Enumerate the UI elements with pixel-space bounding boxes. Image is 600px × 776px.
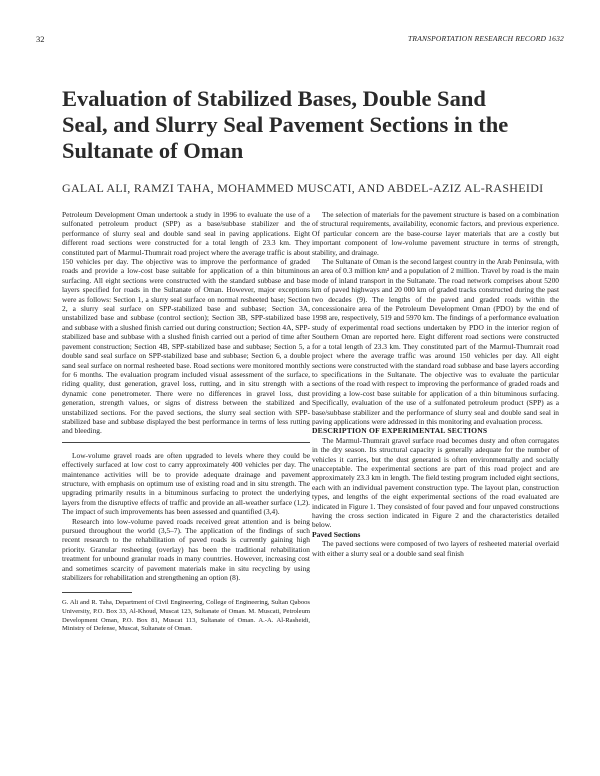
author-affiliations-footnote: G. Ali and R. Taha, Department of Civil Engineering, College of Engineering, Sultan Qaboos University, P.O. Box 33, Al-Khoud, Muscat 123, Sultanate of Oman. M. Muscati, Petroleum Development Oman, P.O. Box 81, Muscat 113, Sultanate of Oman. A.-A. Al-Rasheidi, Ministry of Defense, Muscat, Sultanate of Oman.: [62, 599, 310, 633]
right-column: [312, 210, 559, 558]
footnote-divider: [62, 592, 132, 593]
abstract-text: Petroleum Development Oman undertook a study in 1996 to evaluate the use of a sulfonated petroleum product (SPP) as a base/subbase stabilizer and the performance of slurry seal and double sand seal in paving applications. Eight different road sections were constructed for a total length of 23.3 km. They constituted part of Marmul-Thumrait road project where the average traffic is about 150 vehicles per day. The objective was to improve the performance of graded roads and provide a low-cost base suitable for application of a thin bituminous surfacing. All eight sections were constructed with the standard subbase and base layers specified for roads in the Sultanate of Oman. However, major exceptions were as follows: Section 1, a slurry seal surface on normal resheeted base; Section 2, a slurry seal surface on SPP-stabilized base and subbase; Section 3A, unstabilized base and subbase (control section); Section 3B, SPP-stabilized base and subbase with a slushed finish carried out during construction; Section 4A, SPP-stabilized base and subbase with a slushed finish carried out a period of time after pavement construction; Section 4B, SPP-stabilized base and subbase; Section 5, a double sand seal surface on SPP-stabilized base and subbase; Section 6, a double sand seal surface on normal resheeted base. Road sections were monitored monthly for 6 months. The evaluation program included visual assessment of the surface, riding quality, dust generation, gravel loss, rutting, and in situ strength with a dynamic cone penetrometer. There were no differences in gravel loss, dust generation, strength values, or signs of distress between the stabilized and unstabilized sections. For the paved sections, the slurry seal section with SPP-stabilized base and subbase displayed the best performance in terms of less rutting and bleeding.: [62, 210, 310, 436]
author-list: GALAL ALI, RAMZI TAHA, MOHAMMED MUSCATI, AND ABDEL-AZIZ AL-RASHEIDI: [62, 181, 544, 195]
abstract: [62, 210, 310, 442]
paper-title: Evaluation of Stabilized Bases, Double Sand Seal, and Slurry Seal Pavement Sections in the Sultanate of Oman: [62, 86, 509, 163]
abstract-divider: [62, 442, 310, 443]
body-paragraph: The Sultanate of Oman is the second largest country in the Arab Peninsula, with an area of 0.3 million km² and a population of 2 million. Travel by road is the main mode of inland transport in the Sultanate. The road network comprises about 5200 km of paved highways and 20 000 km of graded tracks constructed during the past two decades (9). The lengths of the paved and graded roads within the concessionaire area of the Petroleum Development Oman (PDO) by the end of 1998 are, respectively, 519 and 5970 km. The findings of a performance evaluation study of experimental road sections undertaken by PDO in the interior region of Southern Oman are reported here. Eight different road sections were constructed for a total length of 23.3 km. They constituted part of the Marmul-Thumrait road project where the average traffic was around 150 vehicles per day. All eight sections were constructed with the standard road subbase and base layers according to specifications in the Sultanate. The objective was to evaluate the particular sections of the road with respect to improving the performance of graded roads and providing a low-cost base suitable for application of a thin bituminous surfacing. Specifically, evaluation of the use of a sulfonated petroleum product (SPP) as a base/subbase stabilizer and the performance of slurry seal and double sand seal in paving applications were addressed in this monitoring and evaluation process.: [312, 257, 559, 426]
body-paragraph: Research into low-volume paved roads received great attention and is being pursued throughout the world (3,5–7). The application of the findings of such recent research to the rehabilitation of paved roads is currently gaining high priority. Granular resheeting (overlay) has been the traditional rehabilitation treatment for unbound granular roads in many countries. However, increasing cost and sometimes scarcity of pavement materials make in situ recycling by using stabilizers for rehabilitation and strengthening an option (8).: [62, 516, 310, 583]
left-column: [62, 210, 310, 634]
body-paragraph: The Marmul-Thumrait gravel surface road becomes dusty and often corrugates in the dry season. Its structural capacity is generally adequate for the number of vehicles it carries, but the dust generated is often environmentally and socially unacceptable. The experimental sections are part of this road project and are approximately 23.3 km in length. The field testing program included eight sections, each with an individual pavement construction type. The layout plan, construction types, and lengths of the eight experimental sections of the road evaluated are indicated in Figure 1. They consisted of four paved and four unpaved constructions having the cross section indicated in Figure 2 and the characteristics detailed below.: [312, 435, 559, 530]
body-paragraph: Low-volume gravel roads are often upgraded to levels where they could be effectively surfaced at low cost to carry approximately 400 vehicles per day. The maintenance activities will be to provide adequate drainage and pavement structure, with emphasis on optimum use of existing road and in situ strength. The upgrading primarily results in a bituminous surfacing to protect the underlying layers from the disruptive effects of traffic and provide an all-weather surface (1,2). The impact of such improvements has been assessed and quantified (3,4).: [62, 450, 310, 517]
body-paragraph: The paved sections were composed of two layers of resheeted material overlaid with either a slurry seal or a double sand seal finish: [312, 539, 559, 558]
page-number: 32: [36, 34, 45, 44]
body-left: [62, 451, 310, 583]
body-paragraph: The selection of materials for the pavement structure is based on a combination of structural requirements, availability, economic factors, and previous experience. Of particular concern are the base-course layer materials that are a costly but important component of low-volume pavement structure in terms of strength, stability, and drainage.: [312, 210, 559, 257]
subsection-heading: Paved Sections: [312, 529, 361, 539]
section-heading: DESCRIPTION OF EXPERIMENTAL SECTIONS: [312, 426, 488, 436]
journal-header: TRANSPORTATION RESEARCH RECORD 1632: [408, 34, 564, 43]
